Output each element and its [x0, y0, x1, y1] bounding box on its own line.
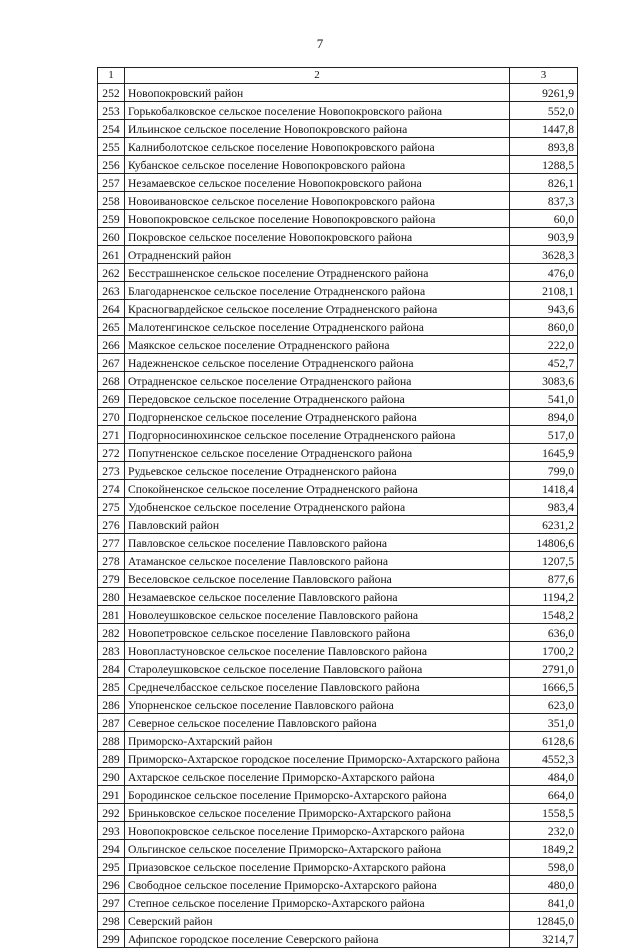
table-row — [98, 642, 578, 660]
row-name: Покровское сельское поселение Новопокровского района — [125, 228, 510, 246]
row-name: Ольгинское сельское поселение Приморско-Ахтарского района — [125, 840, 510, 858]
table-row — [98, 282, 578, 300]
row-name: Атаманское сельское поселение Павловского района — [125, 552, 510, 570]
row-name: Незамаевское сельское поселение Новопокровского района — [125, 174, 510, 192]
row-name: Горькобалковское сельское поселение Новопокровского района — [125, 102, 510, 120]
table-header-row — [98, 68, 578, 84]
row-value: 2791,0 — [510, 660, 578, 678]
header-col-3: 3 — [510, 68, 578, 84]
table-row — [98, 174, 578, 192]
row-number: 291 — [98, 786, 125, 804]
row-value: 799,0 — [510, 462, 578, 480]
table-row — [98, 714, 578, 732]
row-name: Среднечелбасское сельское поселение Павловского района — [125, 678, 510, 696]
row-name: Свободное сельское поселение Приморско-Ахтарского района — [125, 876, 510, 894]
row-value: 9261,9 — [510, 84, 578, 102]
table-row — [98, 426, 578, 444]
row-value: 60,0 — [510, 210, 578, 228]
row-value: 12845,0 — [510, 912, 578, 930]
row-name: Павловское сельское поселение Павловского района — [125, 534, 510, 552]
table-row — [98, 552, 578, 570]
row-number: 270 — [98, 408, 125, 426]
row-number: 279 — [98, 570, 125, 588]
row-name: Благодарненское сельское поселение Отрадненского района — [125, 282, 510, 300]
row-value: 3628,3 — [510, 246, 578, 264]
row-number: 255 — [98, 138, 125, 156]
row-value: 3083,6 — [510, 372, 578, 390]
row-name: Приморско-Ахтарское городское поселение Приморско-Ахтарского района — [125, 750, 510, 768]
row-number: 296 — [98, 876, 125, 894]
row-number: 282 — [98, 624, 125, 642]
row-number: 263 — [98, 282, 125, 300]
header-col-1: 1 — [98, 68, 125, 84]
row-number: 269 — [98, 390, 125, 408]
row-value: 636,0 — [510, 624, 578, 642]
row-name: Новопетровское сельское поселение Павловского района — [125, 624, 510, 642]
row-value: 1558,5 — [510, 804, 578, 822]
table-row — [98, 822, 578, 840]
page-number: 7 — [316, 36, 324, 51]
row-value: 4552,3 — [510, 750, 578, 768]
row-value: 837,3 — [510, 192, 578, 210]
row-value: 826,1 — [510, 174, 578, 192]
row-value: 14806,6 — [510, 534, 578, 552]
row-name: Маякское сельское поселение Отрадненского района — [125, 336, 510, 354]
row-value: 6231,2 — [510, 516, 578, 534]
row-value: 1288,5 — [510, 156, 578, 174]
row-name: Новоивановское сельское поселение Новопокровского района — [125, 192, 510, 210]
row-number: 267 — [98, 354, 125, 372]
row-name: Новопластуновское сельское поселение Павловского района — [125, 642, 510, 660]
row-value: 1207,5 — [510, 552, 578, 570]
row-number: 272 — [98, 444, 125, 462]
row-number: 281 — [98, 606, 125, 624]
row-number: 271 — [98, 426, 125, 444]
row-number: 256 — [98, 156, 125, 174]
row-number: 295 — [98, 858, 125, 876]
row-value: 452,7 — [510, 354, 578, 372]
row-value: 6128,6 — [510, 732, 578, 750]
row-number: 258 — [98, 192, 125, 210]
row-value: 893,8 — [510, 138, 578, 156]
row-number: 285 — [98, 678, 125, 696]
row-name: Подгорненское сельское поселение Отрадненского района — [125, 408, 510, 426]
table-row — [98, 786, 578, 804]
row-value: 983,4 — [510, 498, 578, 516]
row-name: Малотенгинское сельское поселение Отрадненского района — [125, 318, 510, 336]
header-col-2: 2 — [125, 68, 510, 84]
row-value: 598,0 — [510, 858, 578, 876]
row-number: 276 — [98, 516, 125, 534]
row-name: Упорненское сельское поселение Павловского района — [125, 696, 510, 714]
row-name: Павловский район — [125, 516, 510, 534]
row-value: 232,0 — [510, 822, 578, 840]
row-value: 1666,5 — [510, 678, 578, 696]
row-value: 623,0 — [510, 696, 578, 714]
table-row — [98, 444, 578, 462]
table-row — [98, 840, 578, 858]
row-value: 894,0 — [510, 408, 578, 426]
row-name: Попутненское сельское поселение Отрадненского района — [125, 444, 510, 462]
table-row — [98, 156, 578, 174]
table-row — [98, 408, 578, 426]
row-name: Незамаевское сельское поселение Павловского района — [125, 588, 510, 606]
row-value: 1849,2 — [510, 840, 578, 858]
table-row — [98, 84, 578, 102]
row-number: 287 — [98, 714, 125, 732]
row-value: 480,0 — [510, 876, 578, 894]
table-row — [98, 120, 578, 138]
table-row — [98, 732, 578, 750]
budget-table — [97, 67, 578, 948]
row-name: Афипское городское поселение Северского района — [125, 930, 510, 948]
row-value: 1645,9 — [510, 444, 578, 462]
table-row — [98, 354, 578, 372]
table-row — [98, 624, 578, 642]
row-name: Веселовское сельское поселение Павловского района — [125, 570, 510, 588]
table-row — [98, 588, 578, 606]
row-number: 252 — [98, 84, 125, 102]
table-row — [98, 336, 578, 354]
row-name: Новопокровский район — [125, 84, 510, 102]
row-name: Спокойненское сельское поселение Отрадненского района — [125, 480, 510, 498]
row-number: 259 — [98, 210, 125, 228]
row-number: 299 — [98, 930, 125, 948]
row-name: Степное сельское поселение Приморско-Ахтарского района — [125, 894, 510, 912]
table-row — [98, 606, 578, 624]
table-row — [98, 372, 578, 390]
table-row — [98, 876, 578, 894]
row-name: Рудьевское сельское поселение Отрадненского района — [125, 462, 510, 480]
table-row — [98, 894, 578, 912]
row-value: 476,0 — [510, 264, 578, 282]
row-value: 903,9 — [510, 228, 578, 246]
table-row — [98, 912, 578, 930]
row-number: 292 — [98, 804, 125, 822]
row-name: Северное сельское поселение Павловского района — [125, 714, 510, 732]
row-number: 294 — [98, 840, 125, 858]
row-value: 664,0 — [510, 786, 578, 804]
row-value: 541,0 — [510, 390, 578, 408]
table-row — [98, 210, 578, 228]
table-row — [98, 246, 578, 264]
table-row — [98, 516, 578, 534]
row-value: 3214,7 — [510, 930, 578, 948]
row-number: 290 — [98, 768, 125, 786]
row-name: Приазовское сельское поселение Приморско-Ахтарского района — [125, 858, 510, 876]
row-number: 286 — [98, 696, 125, 714]
row-value: 2108,1 — [510, 282, 578, 300]
table-row — [98, 462, 578, 480]
row-value: 1418,4 — [510, 480, 578, 498]
row-name: Приморско-Ахтарский район — [125, 732, 510, 750]
row-name: Бородинское сельское поселение Приморско-Ахтарского района — [125, 786, 510, 804]
table-row — [98, 660, 578, 678]
table-row — [98, 750, 578, 768]
row-number: 293 — [98, 822, 125, 840]
row-value: 351,0 — [510, 714, 578, 732]
table-row — [98, 678, 578, 696]
row-value: 877,6 — [510, 570, 578, 588]
row-name: Бесстрашненское сельское поселение Отрадненского района — [125, 264, 510, 282]
table-row — [98, 498, 578, 516]
row-name: Отрадненский район — [125, 246, 510, 264]
table-row — [98, 102, 578, 120]
table-row — [98, 264, 578, 282]
row-number: 275 — [98, 498, 125, 516]
table-row — [98, 228, 578, 246]
row-name: Новопокровское сельское поселение Приморско-Ахтарского района — [125, 822, 510, 840]
row-value: 1700,2 — [510, 642, 578, 660]
row-number: 262 — [98, 264, 125, 282]
row-number: 266 — [98, 336, 125, 354]
row-name: Отрадненское сельское поселение Отрадненского района — [125, 372, 510, 390]
row-name: Новопокровское сельское поселение Новопокровского района — [125, 210, 510, 228]
row-value: 841,0 — [510, 894, 578, 912]
row-number: 257 — [98, 174, 125, 192]
row-number: 298 — [98, 912, 125, 930]
row-name: Кубанское сельское поселение Новопокровского района — [125, 156, 510, 174]
row-number: 278 — [98, 552, 125, 570]
table-row — [98, 534, 578, 552]
row-name: Передовское сельское поселение Отрадненского района — [125, 390, 510, 408]
row-number: 277 — [98, 534, 125, 552]
row-name: Ильинское сельское поселение Новопокровского района — [125, 120, 510, 138]
row-number: 297 — [98, 894, 125, 912]
row-name: Надежненское сельское поселение Отрадненского района — [125, 354, 510, 372]
row-name: Подгорносинюхинское сельское поселение Отрадненского района — [125, 426, 510, 444]
row-value: 1194,2 — [510, 588, 578, 606]
row-value: 222,0 — [510, 336, 578, 354]
row-name: Калниболотское сельское поселение Новопокровского района — [125, 138, 510, 156]
row-number: 254 — [98, 120, 125, 138]
row-number: 273 — [98, 462, 125, 480]
table-row — [98, 318, 578, 336]
row-name: Северский район — [125, 912, 510, 930]
table-row — [98, 138, 578, 156]
row-number: 288 — [98, 732, 125, 750]
row-value: 484,0 — [510, 768, 578, 786]
table-row — [98, 930, 578, 948]
row-name: Ахтарское сельское поселение Приморско-Ахтарского района — [125, 768, 510, 786]
row-name: Удобненское сельское поселение Отрадненского района — [125, 498, 510, 516]
row-number: 260 — [98, 228, 125, 246]
row-number: 289 — [98, 750, 125, 768]
table-row — [98, 858, 578, 876]
row-value: 1447,8 — [510, 120, 578, 138]
table-row — [98, 300, 578, 318]
row-name: Старолеушковское сельское поселение Павловского района — [125, 660, 510, 678]
table-row — [98, 192, 578, 210]
row-value: 552,0 — [510, 102, 578, 120]
row-name: Красногвардейское сельское поселение Отрадненского района — [125, 300, 510, 318]
row-value: 943,6 — [510, 300, 578, 318]
table-row — [98, 570, 578, 588]
table-row — [98, 480, 578, 498]
row-number: 280 — [98, 588, 125, 606]
table-row — [98, 804, 578, 822]
row-name: Бриньковское сельское поселение Приморско-Ахтарского района — [125, 804, 510, 822]
row-number: 268 — [98, 372, 125, 390]
table-row — [98, 768, 578, 786]
row-number: 261 — [98, 246, 125, 264]
row-number: 274 — [98, 480, 125, 498]
row-value: 1548,2 — [510, 606, 578, 624]
row-value: 860,0 — [510, 318, 578, 336]
row-number: 264 — [98, 300, 125, 318]
row-number: 284 — [98, 660, 125, 678]
row-name: Новолеушковское сельское поселение Павловского района — [125, 606, 510, 624]
table-row — [98, 696, 578, 714]
row-value: 517,0 — [510, 426, 578, 444]
row-number: 253 — [98, 102, 125, 120]
table-row — [98, 390, 578, 408]
row-number: 265 — [98, 318, 125, 336]
row-number: 283 — [98, 642, 125, 660]
